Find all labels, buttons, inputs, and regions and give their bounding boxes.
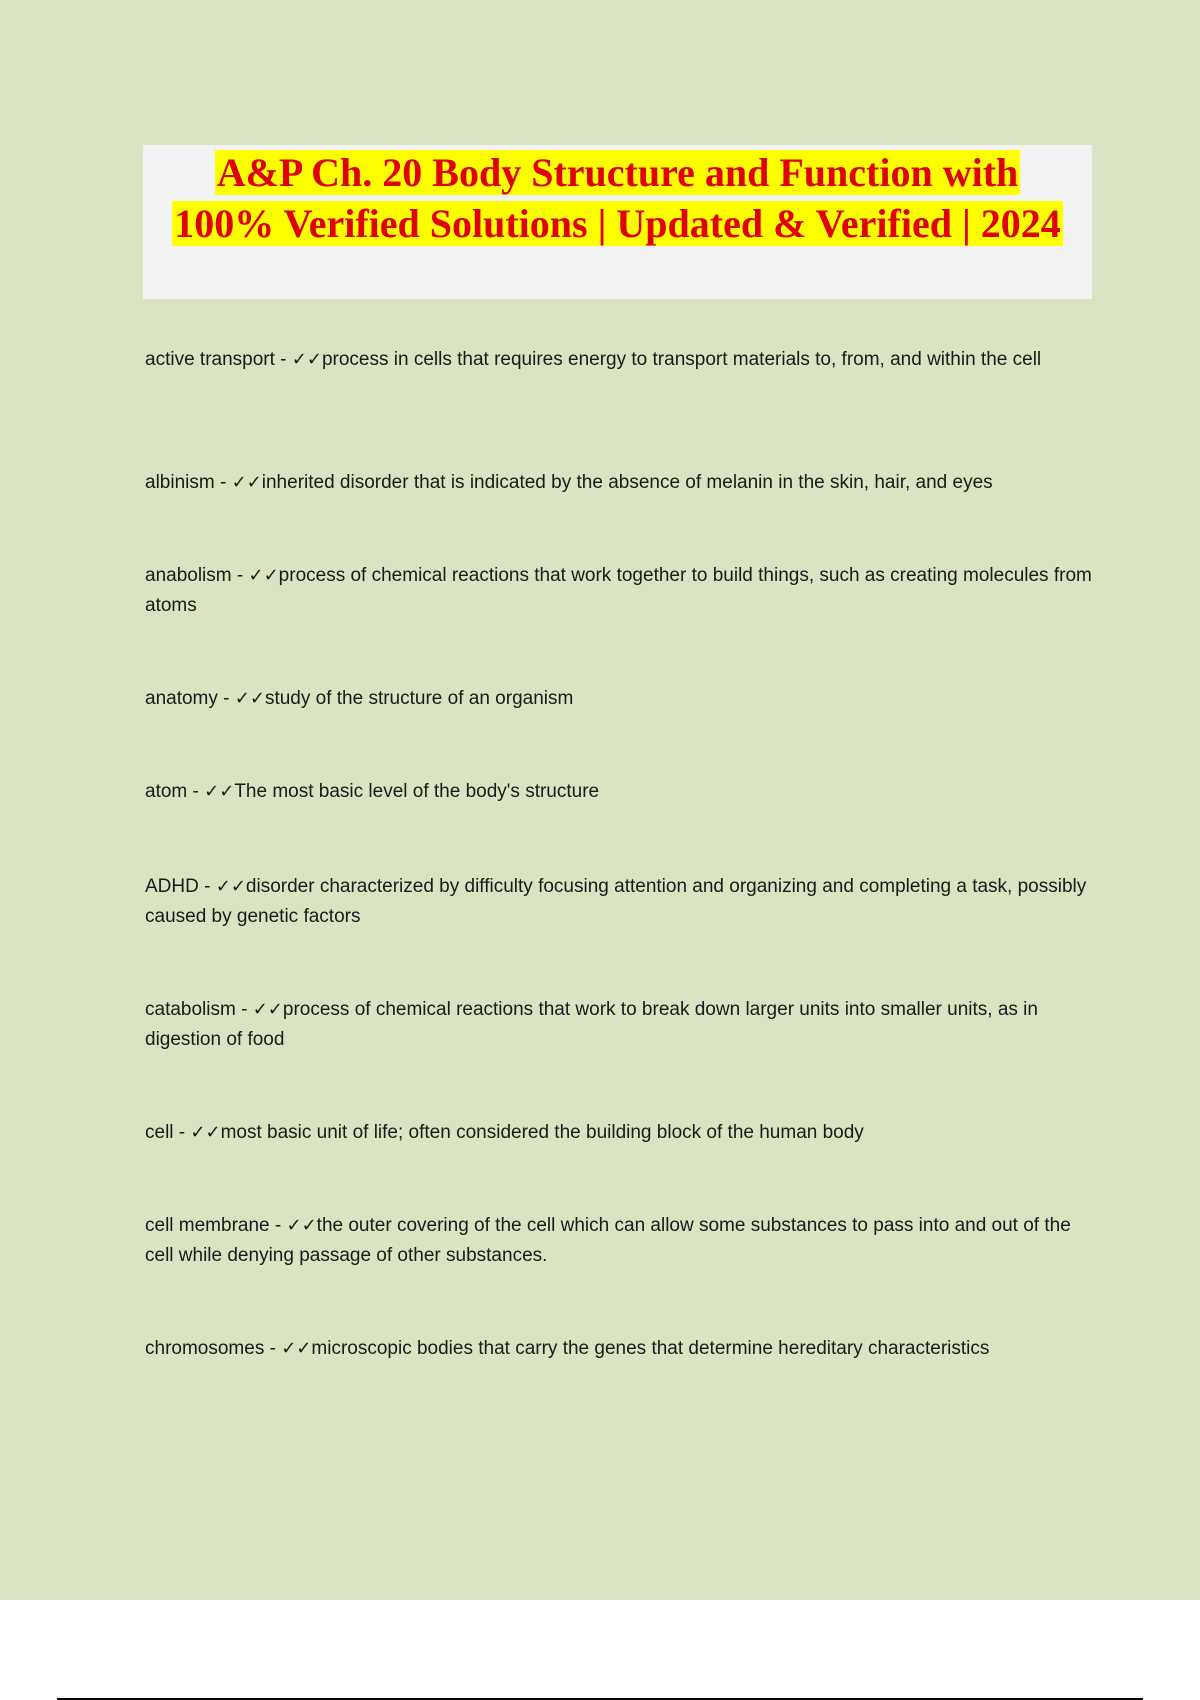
double-check-icon: ✓✓ [231,472,262,493]
entry-term: active transport [145,349,275,370]
entry-separator: - [214,472,232,493]
entry-definition: The most basic level of the body's structure [234,781,600,802]
entry-definition: microscopic bodies that carry the genes that determine hereditary characteristics [311,1338,990,1359]
double-check-icon: ✓✓ [234,688,265,709]
document-title-text: A&P Ch. 20 Body Structure and Function with 100% Verified Solutions | Updated & Verified | 2024 [174,150,1061,246]
title-box [143,145,1092,299]
entry-separator: - [198,876,216,897]
entry-separator: - [274,349,292,370]
entry-term: albinism [145,472,215,493]
entry-separator: - [187,781,205,802]
entry-definition: most basic unit of life; often considered the building block of the human body [220,1122,864,1143]
double-check-icon: ✓✓ [215,876,246,897]
entry-term: anatomy [145,688,218,709]
entry-definition: the outer covering of the cell which can allow some substances to pass into and out of the cell while denying passage of other substances. [145,1215,1071,1266]
entry-term: cell [145,1122,174,1143]
entry-definition: inherited disorder that is indicated by the absence of melanin in the skin, hair, and eyes [261,472,993,493]
double-check-icon: ✓✓ [286,1215,317,1236]
entry-term: cell membrane [145,1215,270,1236]
double-check-icon: ✓✓ [281,1338,312,1359]
entry-term: ADHD [145,876,199,897]
entry-term: atom [145,781,188,802]
entry-active-transport [145,345,1095,375]
entry-anabolism [145,561,1095,621]
double-check-icon: ✓✓ [252,999,283,1020]
entry-separator: - [264,1338,282,1359]
entry-adhd [145,872,1095,932]
entry-separator: - [235,999,253,1020]
entry-definition: process of chemical reactions that work to break down larger units into smaller units, as in digestion of food [145,999,1038,1050]
entry-cell [145,1118,1095,1148]
double-check-icon: ✓✓ [190,1122,221,1143]
entry-chromosomes [145,1334,1095,1364]
double-check-icon: ✓✓ [248,565,279,586]
entry-separator: - [269,1215,287,1236]
entry-definition: process of chemical reactions that work together to build things, such as creating molecules from atoms [145,565,1092,616]
entry-catabolism [145,995,1095,1055]
entry-definition: disorder characterized by difficulty focusing attention and organizing and completing a task, possibly caused by genetic factors [145,876,1087,927]
document-title [163,147,1072,249]
entry-definition: process in cells that requires energy to transport materials to, from, and within the cell [321,349,1042,370]
entry-cell-membrane [145,1211,1095,1271]
entry-separator: - [217,688,235,709]
entry-separator: - [173,1122,191,1143]
entry-term: anabolism [145,565,232,586]
entry-atom [145,777,1095,807]
entry-anatomy [145,684,1095,714]
entry-separator: - [231,565,249,586]
double-check-icon: ✓✓ [204,781,235,802]
entry-term: chromosomes [145,1338,265,1359]
entry-definition: study of the structure of an organism [264,688,574,709]
double-check-icon: ✓✓ [291,349,322,370]
entry-albinism [145,468,1095,498]
entry-term: catabolism [145,999,236,1020]
